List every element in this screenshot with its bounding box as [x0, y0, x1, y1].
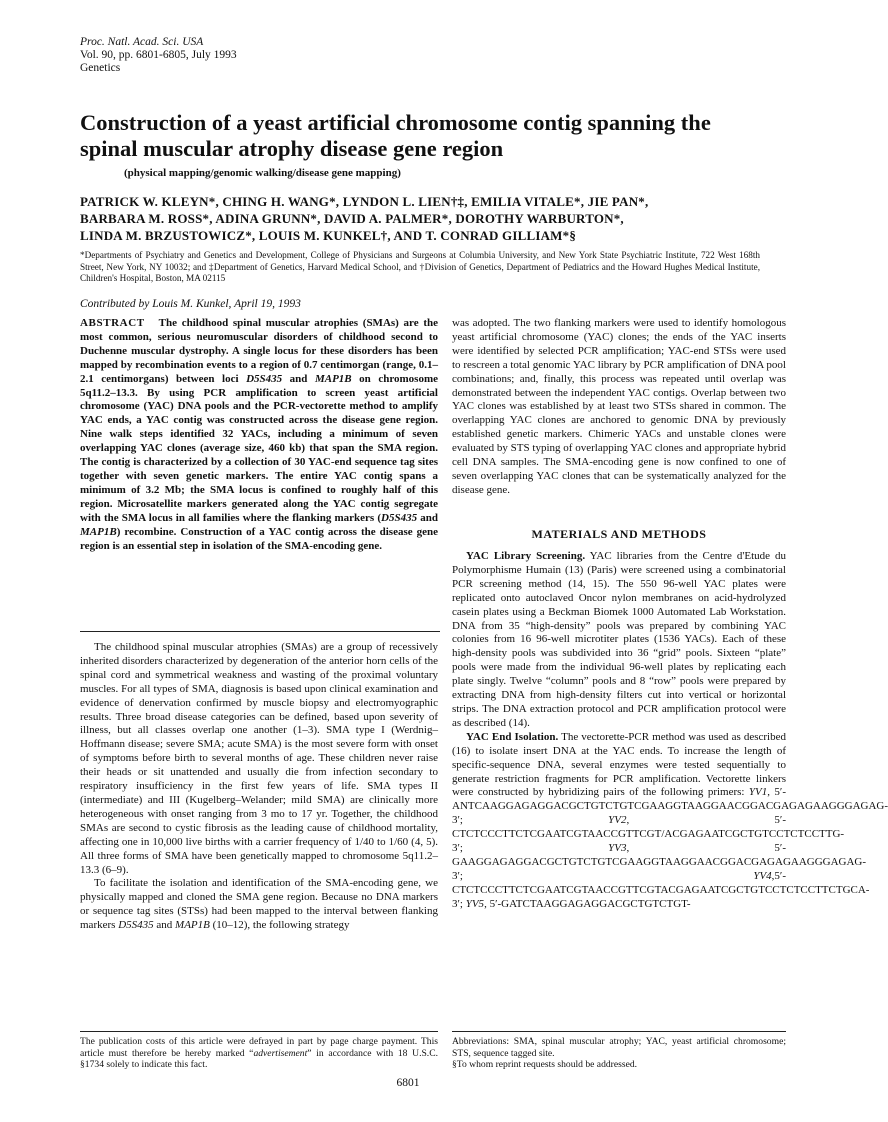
primer-name: YV3 — [608, 842, 627, 855]
intro-paragraph — [80, 877, 438, 933]
author-line: LINDA M. BRZUSTOWICZ*, LOUIS M. KUNKEL†, AND T. CONRAD GILLIAM*§ — [80, 228, 577, 243]
methods-body — [452, 550, 888, 912]
footnotes — [452, 1031, 786, 1071]
abstract — [80, 317, 438, 553]
abstract-text: on chromosome 5q11.2–13.3. By using PCR amplification to screen yeast artificial chromosome (YAC) DNA pools and the PCR-vectorette method to amplify YAC ends, a YAC contig was constructed across the disease gene region. Nine walk steps identified 32 YACs, including a minimum of seven overlapping YAC clones (average size, 460 kb) that span the SMA region. The contig is characterized by a collection of 30 YAC-end sequence tag sites together with seven genetic markers. The entire YAC contig spans a minimum of 3.2 Mb; the SMA locus is confined to roughly half of this region. Microsatellite markers generated along the YAC contig segregate with the SMA locus in all families where the flanking markers ( — [80, 372, 438, 524]
methods-text: The vectorette-PCR method was used as described (16) to isolate insert DNA at the YAC ends. To increase the length of specific-sequence DNA, several enzymes were tested sequentially to generate restriction fragments for PCR amplification. Vectorette linkers were constructed by hybridizing pairs of the following primers: — [452, 730, 786, 799]
abstract-heading: ABSTRACT — [80, 317, 145, 329]
journal-section: Genetics — [80, 62, 121, 74]
footnote-text: ” in accordance with 18 U.S.C. §1734 solely to indicate this fact. — [80, 1047, 438, 1071]
intro-text: (10–12), the following strategy — [209, 919, 350, 932]
abstract-text: ) recombine. Construction of a YAC contig across the disease gene region is an essential step in isolation of the SMA-encoding gene. — [80, 525, 438, 552]
footnote-text: The publication costs of this article were defrayed in part by page charge payment. This article must therefore be hereby marked “ — [80, 1036, 438, 1059]
journal-name: Proc. Natl. Acad. Sci. USA — [80, 36, 204, 48]
abstract-text: and — [417, 511, 438, 524]
abstract-divider — [80, 631, 440, 632]
page-number: 6801 — [396, 1077, 420, 1089]
primer-sequence: , 5′-CTCTCCCTTCTCGAATCGTAACCGTTCGT/ACGAGAATCGCTGTCCTCTCCTTG-3′; — [452, 814, 845, 855]
keywords: (physical mapping/genomic walking/disease gene mapping) — [124, 167, 401, 179]
abstract-text: The childhood spinal muscular atrophies (SMAs) are the most common, serious neuromuscular disorders of childhood second to Duchenne muscular dystrophy. A single locus for these disorders has been mapped by recombination events to a region of 0.7 centimorgan (range, 0.1–2.1 centimorgans) between loci — [80, 317, 438, 385]
abstract-text: and — [282, 372, 315, 385]
subsection-heading: YAC End Isolation. — [466, 730, 559, 743]
methods-text: YAC libraries from the Centre d'Etude du Polymorphisme Humain (13) (Paris) were screened using a combinatorial PCR screening method (14, 15). The 550 96-well YAC plates were replicated onto autoclaved Oncor nylon membranes on acid-hydrolyzed casein plates using a Beckman Biomek 1000 Automated Lab Workstation. DNA from 35 “high-density” pools was prepared by combining YAC colonies from 16 96-well microtiter plates (1536 YACs). Each of these high-density pools was subdivided into 36 “grid” pools. Sixteen “plate” pools were made from the individual 96-well plates by replicating each plate singly. Twelve “column” pools and 8 “row” pools were prepared by extracting DNA from high-density filters cut into vertical or horizontal strips. The DNA extraction protocol and PCR amplification protocol were as described (14). — [452, 550, 787, 729]
article-title: Construction of a yeast artificial chromosome contig spanning the spinal muscular atrophy disease gene region — [80, 110, 711, 161]
contributed-by: Contributed by Louis M. Kunkel, April 19, 1993 — [80, 298, 301, 310]
primer-name: YV1 — [748, 786, 768, 799]
intro-paragraph: The childhood spinal muscular atrophies (SMAs) are a group of recessively inherited disorders characterized by degeneration of the anterior horn cells of the spinal cord and symmetrical weakness and wasting of the proximal voluntary muscles. For all types of SMA, diagnosis is based upon clinical examination and evidence of denervation confirmed by muscle biopsy and electromyographic results. Three broad disease categories can be defined, based upon severity of illness, but all classes overlap one another (1–3). SMA type I (Werdnig–Hoffmann disease; severe SMA; acute SMA) is the most severe form with onset of symptoms before birth to several months of age. These children never raise their heads or sit unattended and usually die from infection secondary to respiratory insufficiency in the first few years of life. SMA types II (intermediate) and III (Kugelberg–Welander; mild SMA) are clinically more heterogeneous with onset ranging from 3 mo to 17 yr. Together, the childhood SMAs are second to cystic fibrosis as the leading cause of childhood mortality, affecting one in 10,000 live births with a carrier frequency of 1/40 to 1/60 (4, 5). All three forms of SMA have been genetically mapped to chromosome 5q11.2–13.3 (6–9). — [80, 641, 438, 876]
primer-name: YV5 — [465, 897, 485, 910]
locus-name: D5S435 — [246, 372, 283, 385]
methods-paragraph — [452, 550, 786, 731]
primer-sequence: , 5′-GATCTAAGGAGAGGACGCTGTCTGT- — [484, 897, 691, 910]
subsection-heading: YAC Library Screening. — [466, 550, 586, 562]
methods-paragraph — [452, 730, 888, 912]
section-heading-methods: MATERIALS AND METHODS — [531, 527, 707, 541]
author-line: BARBARA M. ROSS*, ADINA GRUNN*, DAVID A. PALMER*, DOROTHY WARBURTON*, — [80, 211, 624, 226]
journal-header — [80, 36, 237, 75]
locus-name: MAP1B — [314, 372, 352, 385]
primer-name: YV2 — [608, 814, 627, 827]
primer-sequence: , 5′-GAAGGAGAGGACGCTGTCTGTCGAAGGTAAGGAACGGACGAGAGAAGGGAGAG-3′; — [452, 842, 867, 882]
locus-name: D5S435 — [118, 919, 154, 932]
journal-volume: Vol. 90, pp. 6801-6805, July 1993 — [80, 49, 237, 61]
locus-name: MAP1B — [175, 919, 210, 932]
reprint-note: §To whom reprint requests should be addressed. — [452, 1059, 638, 1071]
author-line: PATRICK W. KLEYN*, CHING H. WANG*, LYNDON L. LIEN†‡, EMILIA VITALE*, JIE PAN*, — [80, 194, 649, 209]
introduction — [80, 641, 438, 933]
affiliations: *Departments of Psychiatry and Genetics and Development, College of Physicians and Surgeons at Columbia University, and New York State Psychiatric Institute, 722 West 168th Street, New York, NY 10032; and ‡Department of Genetics, Harvard Medical School, and †Division of Genetics, Department of Pediatrics and the Howard Hughes Medical Institute, Children's Hospital, Boston, MA 02115 — [80, 250, 760, 283]
primer-sequence: ,5′-CTCTCCCTTCTCGAATCGTAACCGTTCGTACGAGAATCGCTGTCCTCTCCTTCTGCA-3′; — [452, 869, 870, 910]
primer-sequence: , 5′-ANTCAAGGAGAGGACGCTGTCTGTCGAAGGTAAGGAACGGACGAGAGAAGGGAGAG-3′; — [452, 786, 888, 827]
publication-cost-note — [80, 1031, 438, 1071]
locus-name: MAP1B — [80, 525, 117, 538]
intro-text: To facilitate the isolation and identification of the SMA-encoding gene, we physically mapped and cloned the SMA gene region. Because no DNA markers or sequence tag sites (STSs) had been mapped to the interval between flanking markers — [80, 877, 438, 932]
intro-text: and — [153, 919, 176, 932]
footnote-text: advertisement — [253, 1047, 308, 1059]
locus-name: D5S435 — [381, 511, 418, 524]
author-list — [80, 193, 760, 244]
abbreviations-note: Abbreviations: SMA, spinal muscular atrophy; YAC, yeast artificial chromosome; STS, sequence tagged site. — [452, 1036, 786, 1059]
primer-name: YV4 — [753, 869, 772, 882]
strategy-paragraph: was adopted. The two flanking markers were used to identify homologous yeast artificial chromosome (YAC) clones; the ends of the YAC inserts were identified by selected PCR amplification; YAC-end STSs were used to rescreen a total genomic YAC library by PCR amplification of DNA pool combinations; and, finally, this process was repeated until overlap was demonstrated between the independent YAC contigs. Overlap between two YAC clones was established by at least two STSs shared in common. The overlapping YAC clones are anchored to genomic DNA by previously established genetic markers. Chimeric YACs and unstable clones were evaluated by STS typing of overlapping YAC clones and appropriate hybrid cell DNA samples. The SMA-encoding gene is now confined to one of seven overlapping YAC clones that can be systematically analyzed for the disease gene. — [452, 317, 786, 496]
